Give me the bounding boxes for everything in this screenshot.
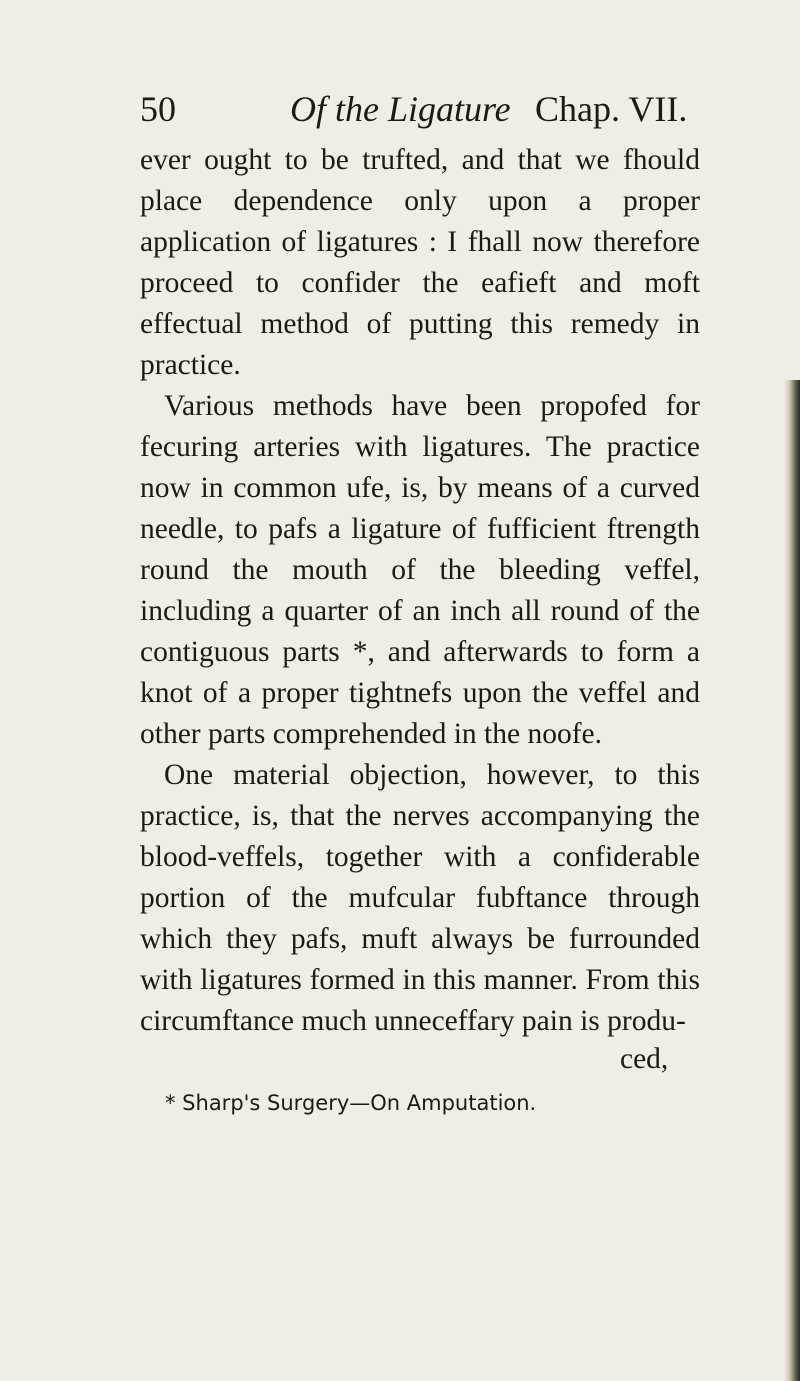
page-number: 50 [140, 89, 176, 129]
paragraph: One material objection, however, to this practice, is, that the nerves accompanying the blood-veffels, together with a confiderable portion of the mufcular fubftance through which they pafs, muft always be furrounded with ligatures formed in this manner. From this circumftance much unneceffary pain is produ- [140, 759, 700, 1037]
footnote: * Sharp's Surgery—On Amputation. [165, 1091, 537, 1115]
running-title: Of the Ligature [290, 89, 511, 129]
chapter-label: Chap. VII. [535, 89, 688, 129]
page-binding-edge [784, 380, 800, 1381]
catchword: ced, [620, 1043, 669, 1075]
paragraph: ever ought to be trufted, and that we fhould place dependence only upon a proper application of ligatures : I fhall now therefore proceed to confider the eafieft and moft effectual method of putting this remedy in practice. [140, 144, 700, 381]
page-header [140, 88, 700, 140]
paragraph: Various methods have been propofed for fecuring arteries with ligatures. The practice now in common ufe, is, by means of a curved needle, to pafs a ligature of fufficient ftrength round the mouth of the bleeding veffel, including a quarter of an inch all round of the contiguous parts *, and afterwards to form a knot of a proper tightnefs upon the veffel and other parts comprehended in the noofe. [140, 390, 700, 750]
body-text [140, 140, 700, 1042]
